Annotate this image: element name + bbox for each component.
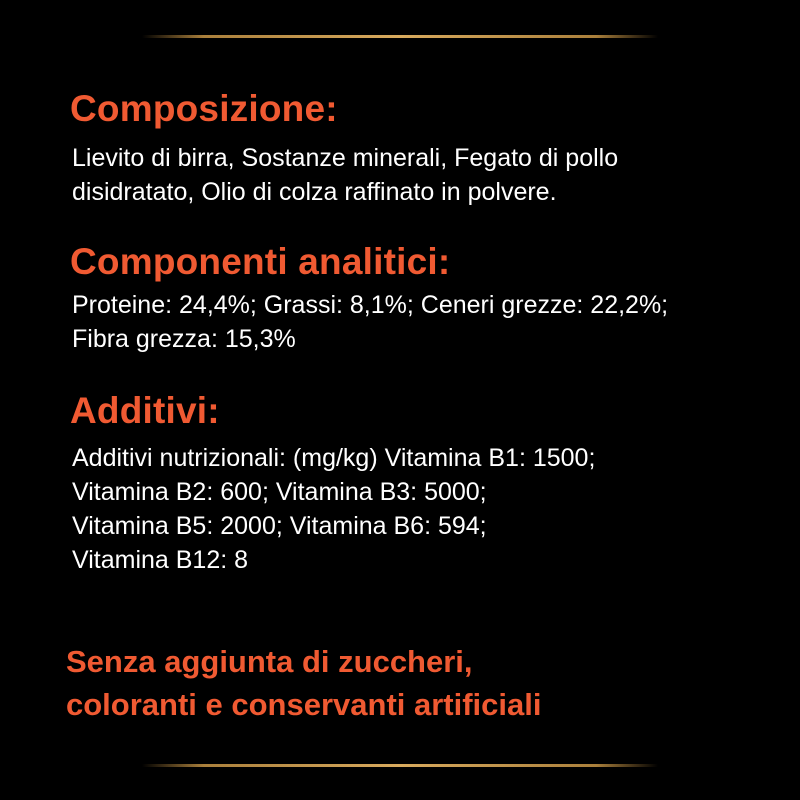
additives-line: Vitamina B5: 2000; Vitamina B6: 594; <box>72 512 487 540</box>
composition-heading: Composizione: <box>70 88 338 129</box>
additives-line: Vitamina B12: 8 <box>72 546 249 574</box>
analytical-components-line: Proteine: 24,4%; Grassi: 8,1%; Ceneri grezze: 22,2%; <box>72 291 669 319</box>
additives-text <box>72 441 595 577</box>
claim-line: coloranti e conservanti artificiali <box>66 687 542 722</box>
claim-line: Senza aggiunta di zuccheri, <box>66 644 473 679</box>
composition-line: disidratato, Olio di colza raffinato in polvere. <box>72 178 557 206</box>
additives-line: Additivi nutrizionali: (mg/kg) Vitamina B1: 1500; <box>72 444 596 472</box>
analytical-components-text <box>72 288 668 356</box>
additives-line: Vitamina B2: 600; Vitamina B3: 5000; <box>72 478 487 506</box>
additives-heading: Additivi: <box>70 390 220 431</box>
top-gold-divider <box>142 35 658 38</box>
no-additives-claim <box>66 640 542 726</box>
composition-line: Lievito di birra, Sostanze minerali, Fegato di pollo <box>72 144 619 172</box>
analytical-components-heading: Componenti analitici: <box>70 241 451 282</box>
analytical-components-line: Fibra grezza: 15,3% <box>72 325 296 353</box>
composition-text <box>72 141 618 209</box>
bottom-gold-divider <box>142 764 658 767</box>
